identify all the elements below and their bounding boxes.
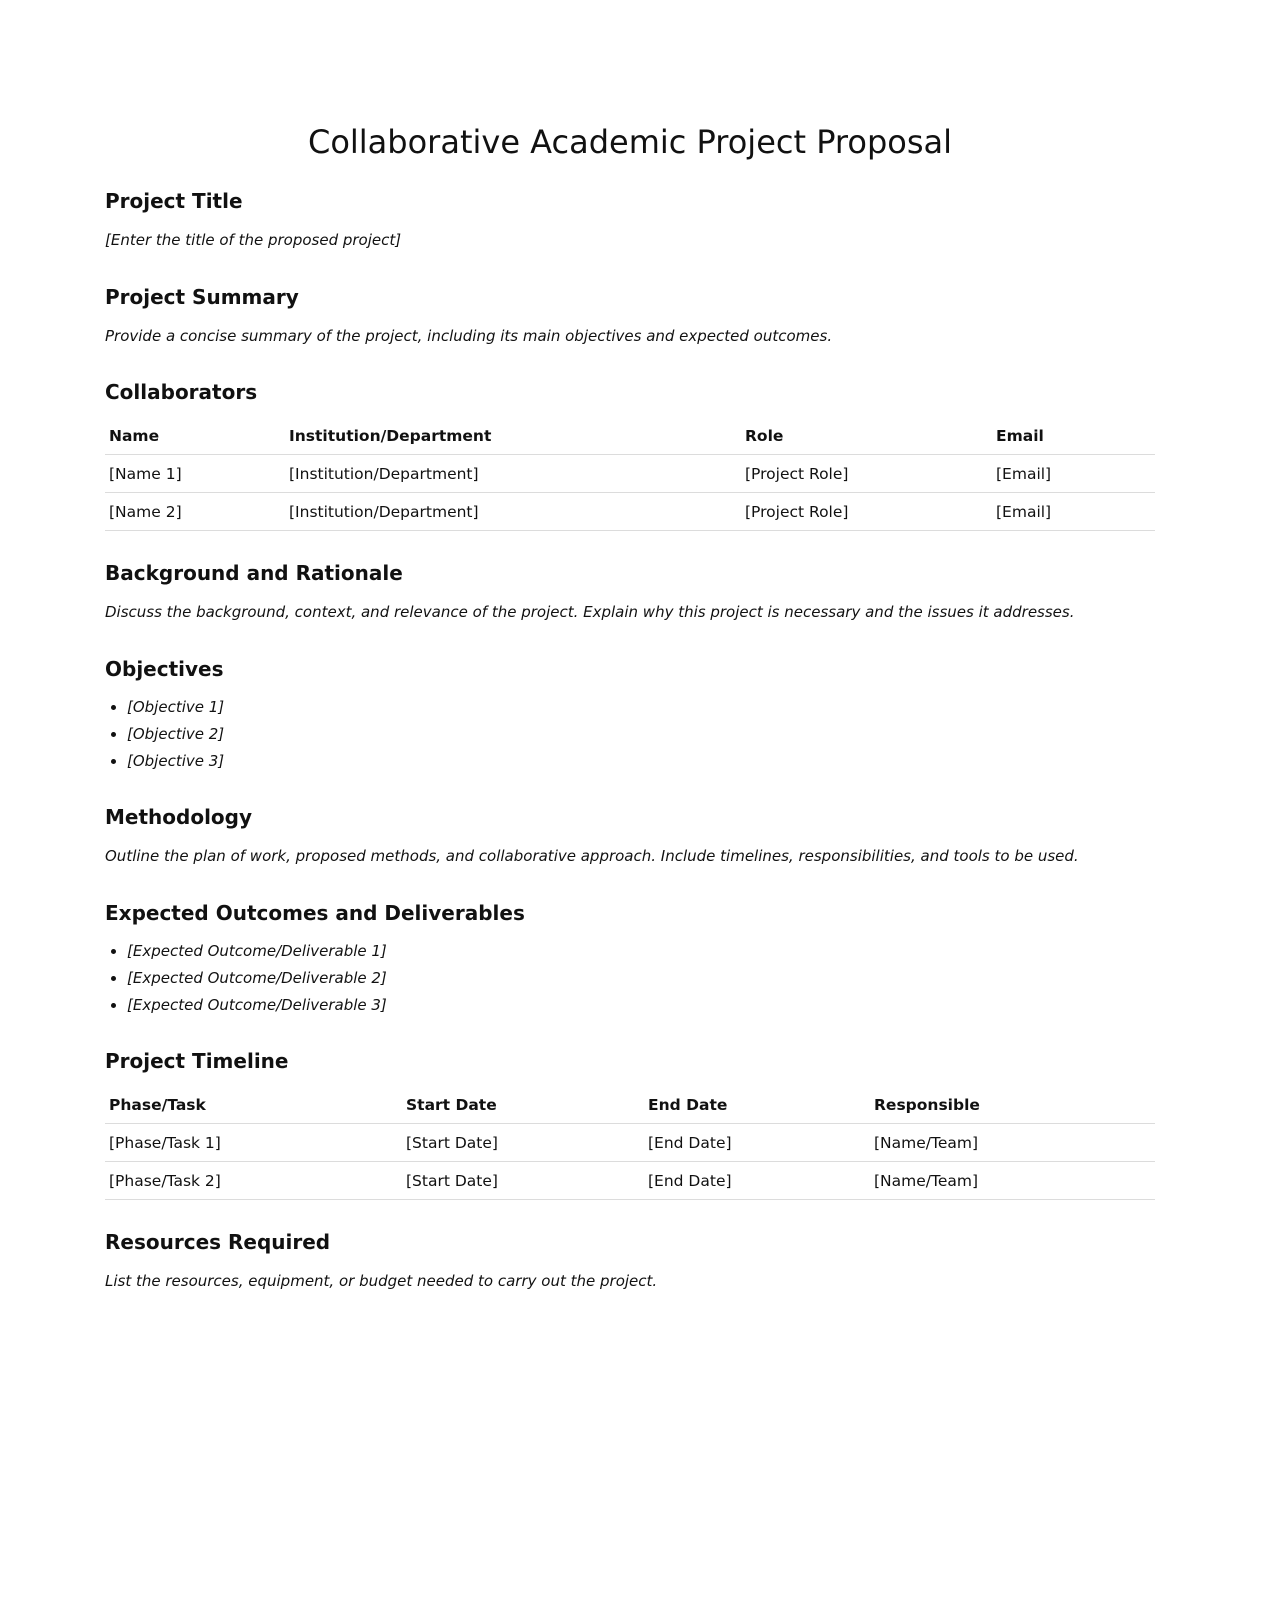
cell-name: [Name 1] xyxy=(105,455,285,493)
cell-start-date: [Start Date] xyxy=(402,1162,644,1200)
list-item: • [Objective 1] xyxy=(127,694,1155,721)
cell-email: [Email] xyxy=(992,493,1155,531)
column-header-role: Role xyxy=(741,417,992,455)
project-summary-text: Provide a concise summary of the project, including its main objectives and expected outcomes. xyxy=(105,327,833,345)
column-header-end-date: End Date xyxy=(644,1086,870,1124)
list-item: • [Expected Outcome/Deliverable 1] xyxy=(127,938,1155,965)
table-row xyxy=(105,455,1155,493)
objectives-heading: Objectives xyxy=(105,657,224,681)
column-header-phase: Phase/Task xyxy=(105,1086,402,1124)
project-title-text: [Enter the title of the proposed project] xyxy=(105,231,402,249)
objectives-list xyxy=(105,694,1155,775)
cell-role: [Project Role] xyxy=(741,455,992,493)
table-row xyxy=(105,493,1155,531)
cell-role: [Project Role] xyxy=(741,493,992,531)
list-item: • [Objective 2] xyxy=(127,721,1155,748)
timeline-table xyxy=(105,1086,1155,1200)
project-title-heading: Project Title xyxy=(105,189,243,213)
cell-name: [Name 2] xyxy=(105,493,285,531)
column-header-email: Email xyxy=(992,417,1155,455)
cell-responsible: [Name/Team] xyxy=(870,1162,1155,1200)
cell-start-date: [Start Date] xyxy=(402,1124,644,1162)
column-header-start-date: Start Date xyxy=(402,1086,644,1124)
collaborators-heading: Collaborators xyxy=(105,380,258,404)
collaborators-table xyxy=(105,417,1155,531)
cell-institution: [Institution/Department] xyxy=(285,455,741,493)
background-text: Discuss the background, context, and relevance of the project. Explain why this project is necessary and the issues it addresses. xyxy=(105,603,1075,621)
list-item: • [Expected Outcome/Deliverable 3] xyxy=(127,992,1155,1019)
cell-phase: [Phase/Task 2] xyxy=(105,1162,402,1200)
outcomes-list xyxy=(105,938,1155,1019)
column-header-institution: Institution/Department xyxy=(285,417,741,455)
cell-phase: [Phase/Task 1] xyxy=(105,1124,402,1162)
column-header-name: Name xyxy=(105,417,285,455)
cell-email: [Email] xyxy=(992,455,1155,493)
methodology-text: Outline the plan of work, proposed methods, and collaborative approach. Include timelines, responsibilities, and tools to be used. xyxy=(105,847,1079,865)
list-item: • [Objective 3] xyxy=(127,748,1155,775)
cell-end-date: [End Date] xyxy=(644,1124,870,1162)
project-summary-heading: Project Summary xyxy=(105,285,299,309)
cell-end-date: [End Date] xyxy=(644,1162,870,1200)
table-row xyxy=(105,1124,1155,1162)
document-content xyxy=(105,0,1155,1300)
resources-text: List the resources, equipment, or budget needed to carry out the project. xyxy=(105,1272,658,1290)
background-heading: Background and Rationale xyxy=(105,561,403,585)
cell-responsible: [Name/Team] xyxy=(870,1124,1155,1162)
methodology-heading: Methodology xyxy=(105,805,253,829)
document-title: Collaborative Academic Project Proposal xyxy=(307,123,953,161)
collaborators-header-row xyxy=(105,417,1155,455)
outcomes-heading: Expected Outcomes and Deliverables xyxy=(105,901,525,925)
resources-heading: Resources Required xyxy=(105,1230,331,1254)
cell-institution: [Institution/Department] xyxy=(285,493,741,531)
timeline-heading: Project Timeline xyxy=(105,1049,289,1073)
list-item: • [Expected Outcome/Deliverable 2] xyxy=(127,965,1155,992)
timeline-header-row xyxy=(105,1086,1155,1124)
column-header-responsible: Responsible xyxy=(870,1086,1155,1124)
table-row xyxy=(105,1162,1155,1200)
